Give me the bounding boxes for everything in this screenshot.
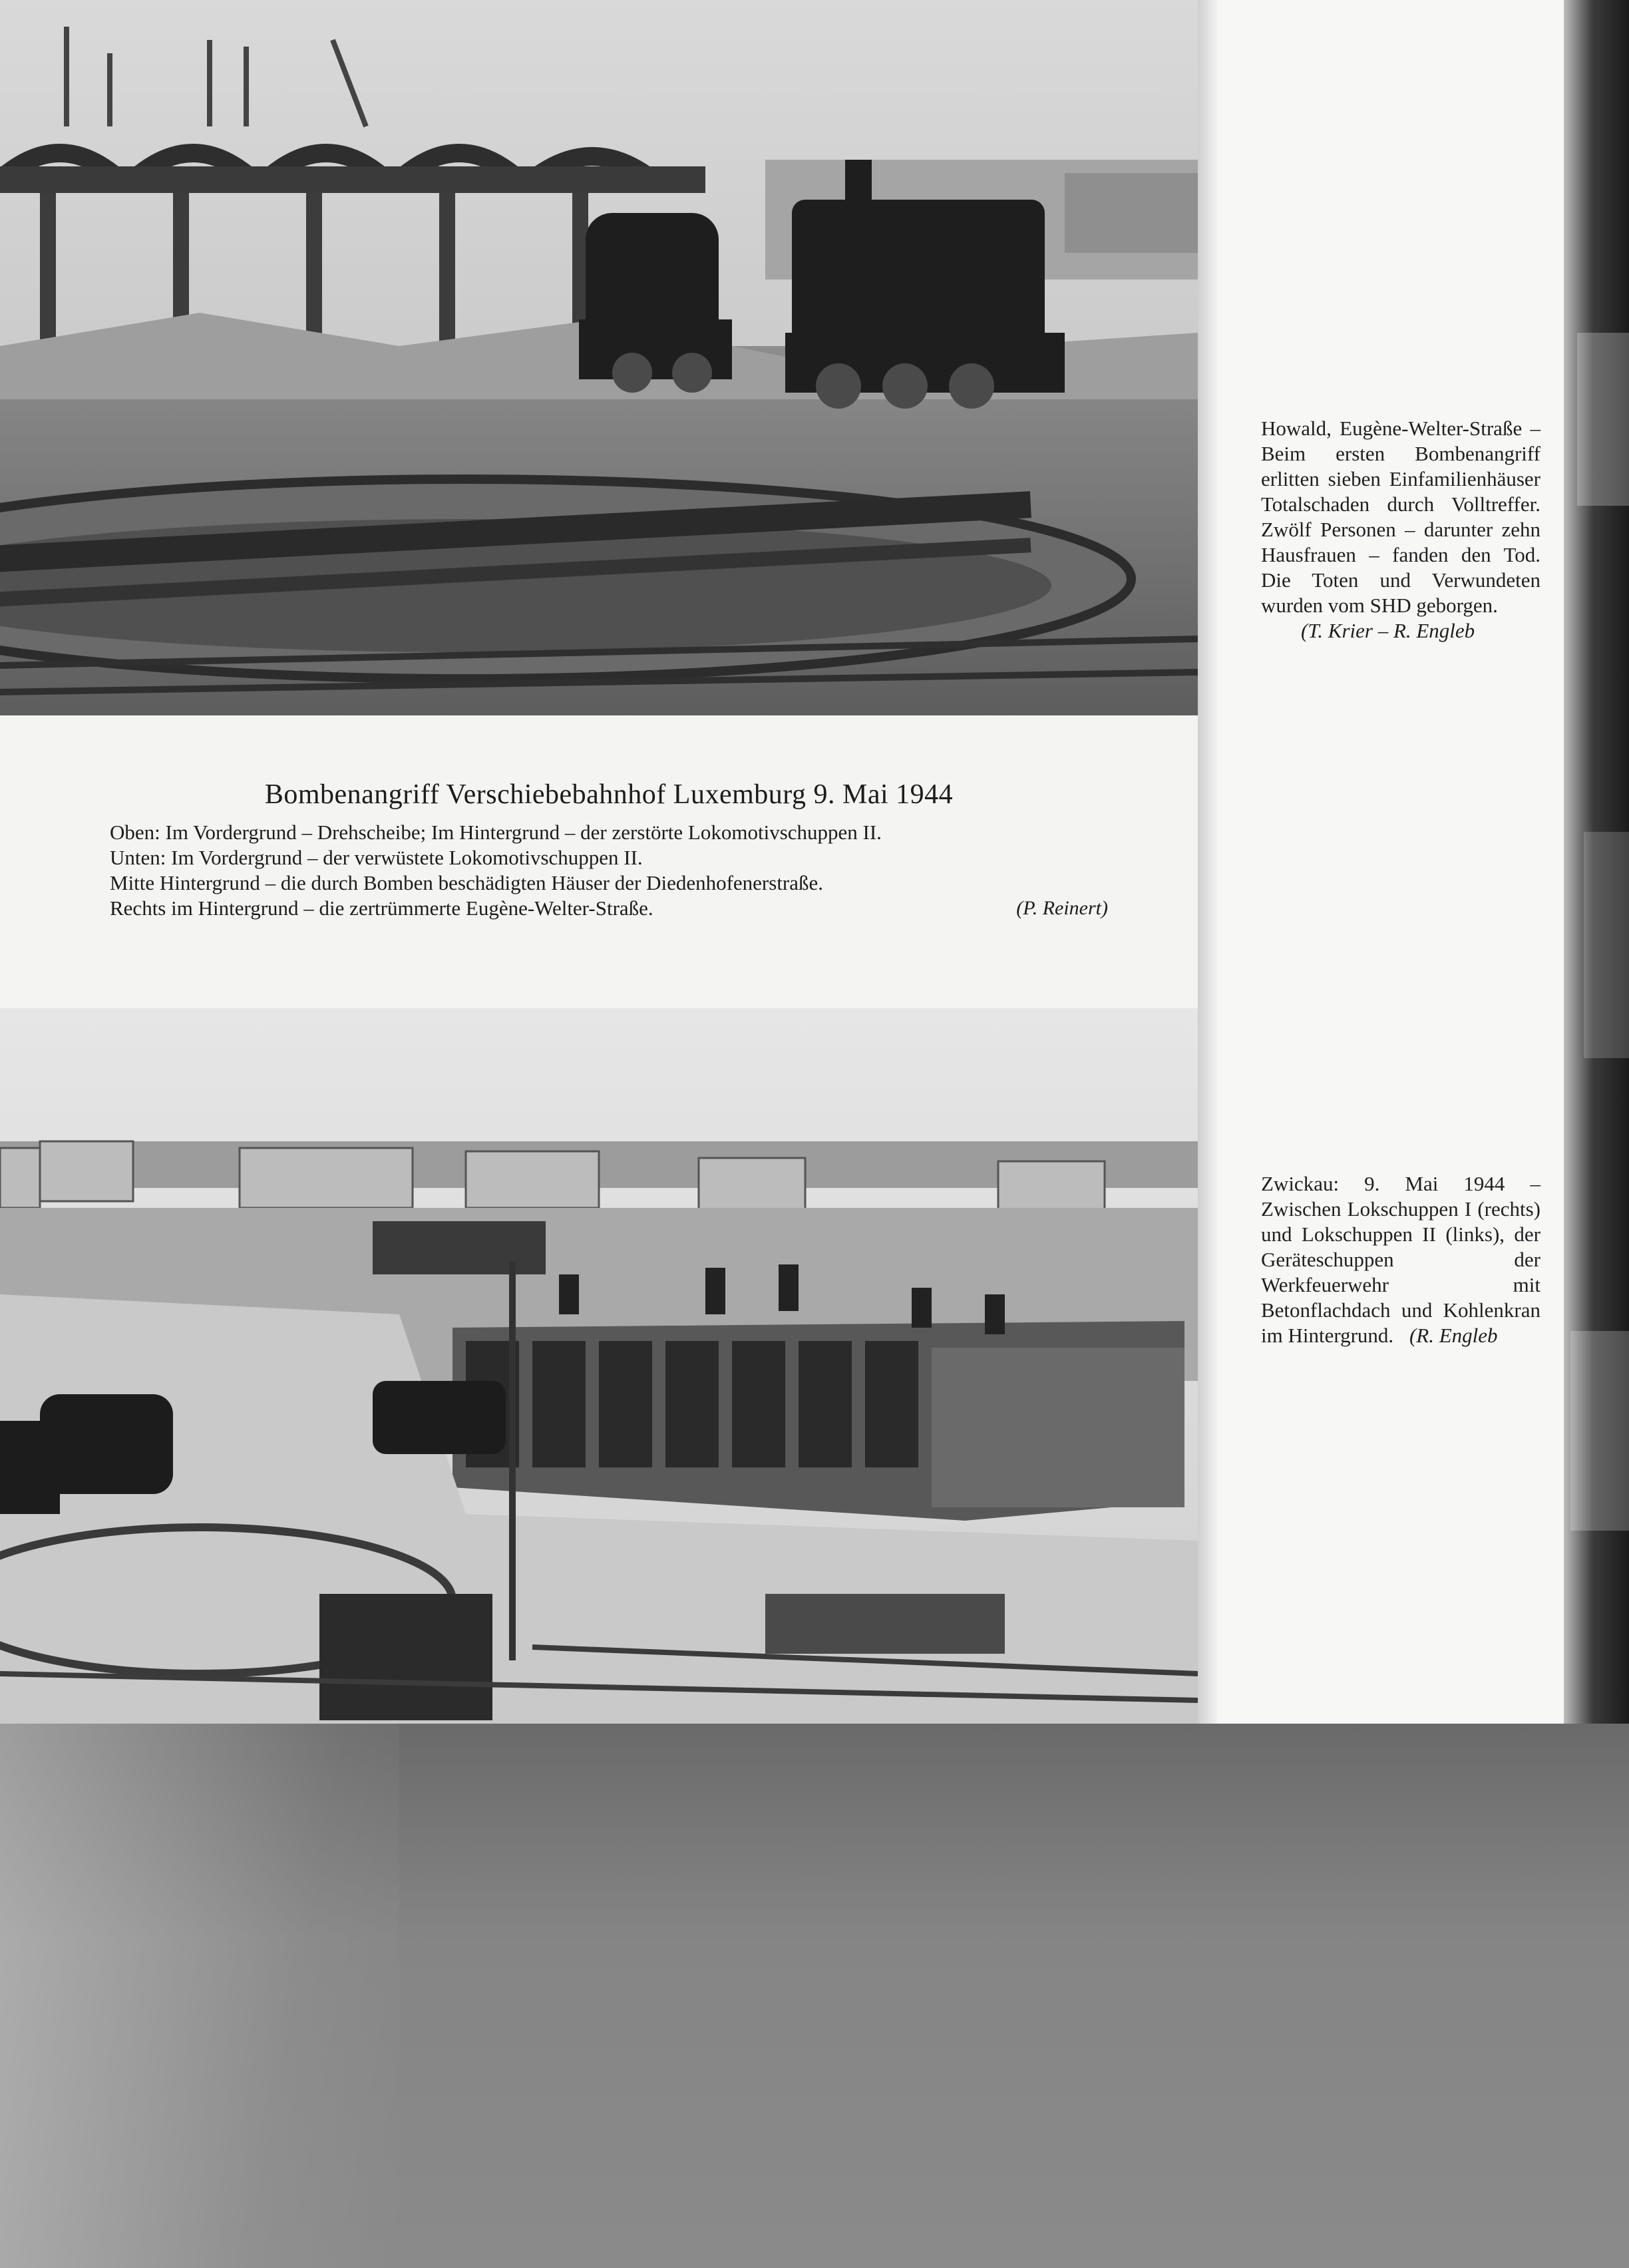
- caption-title: Bombenangriff Verschiebebahnhof Luxemburg 9. Mai 1944: [264, 779, 954, 810]
- right-page: [1218, 0, 1564, 1724]
- caption-zwickau-credit: (R. Engleb: [1409, 1324, 1498, 1347]
- page-gutter: [1198, 0, 1218, 1724]
- caption-line-rechts-text: Rechts im Hintergrund – die zertrümmerte Eugène-Welter-Straße.: [110, 896, 653, 920]
- caption-howald-text: Howald, Eugène-Welter-Straße – Beim ersten Bombenangriff erlitten sieben Einfamilienhäuser Totalschaden durch Volltreffer. Zwölf Personen – darunter zehn Hausfrauen – fanden den Tod. Die Toten und Verwundeten wurden vom SHD geborgen.: [1261, 417, 1540, 617]
- caption-howald: [1261, 416, 1540, 644]
- caption-line-mitte: Mitte Hintergrund – die durch Bomben beschädigten Häuser der Diedenhofenerstraße.: [110, 871, 824, 894]
- photo-roundhouse-turntable: [0, 0, 1198, 715]
- caption-howald-credit: (T. Krier – R. Engleb: [1301, 619, 1475, 642]
- photo-caption: [110, 779, 1108, 921]
- caption-line-unten: Unten: Im Vordergrund – der verwüstete Lokomotivschuppen II.: [110, 846, 643, 869]
- caption-line-oben: Oben: Im Vordergrund – Drehscheibe; Im Hintergrund – der zerstörte Lokomotivschuppen II.: [110, 821, 882, 844]
- page-edge-shadow: [1564, 0, 1629, 1724]
- caption-zwickau-text: Zwickau: 9. Mai 1944 – Zwischen Lokschuppen I (rechts) und Lokschuppen II (links), der Geräteschuppen der Werkfeuerwehr mit Betonflachdach und Kohlenkran im Hintergrund.: [1261, 1172, 1540, 1347]
- caption-line-rechts: [110, 896, 1108, 921]
- caption-credit: (P. Reinert): [1016, 897, 1108, 919]
- caption-zwickau: [1261, 1171, 1540, 1348]
- scanner-bed: [0, 1724, 1629, 2268]
- photo-aerial-roundhouse: [0, 1008, 1198, 1724]
